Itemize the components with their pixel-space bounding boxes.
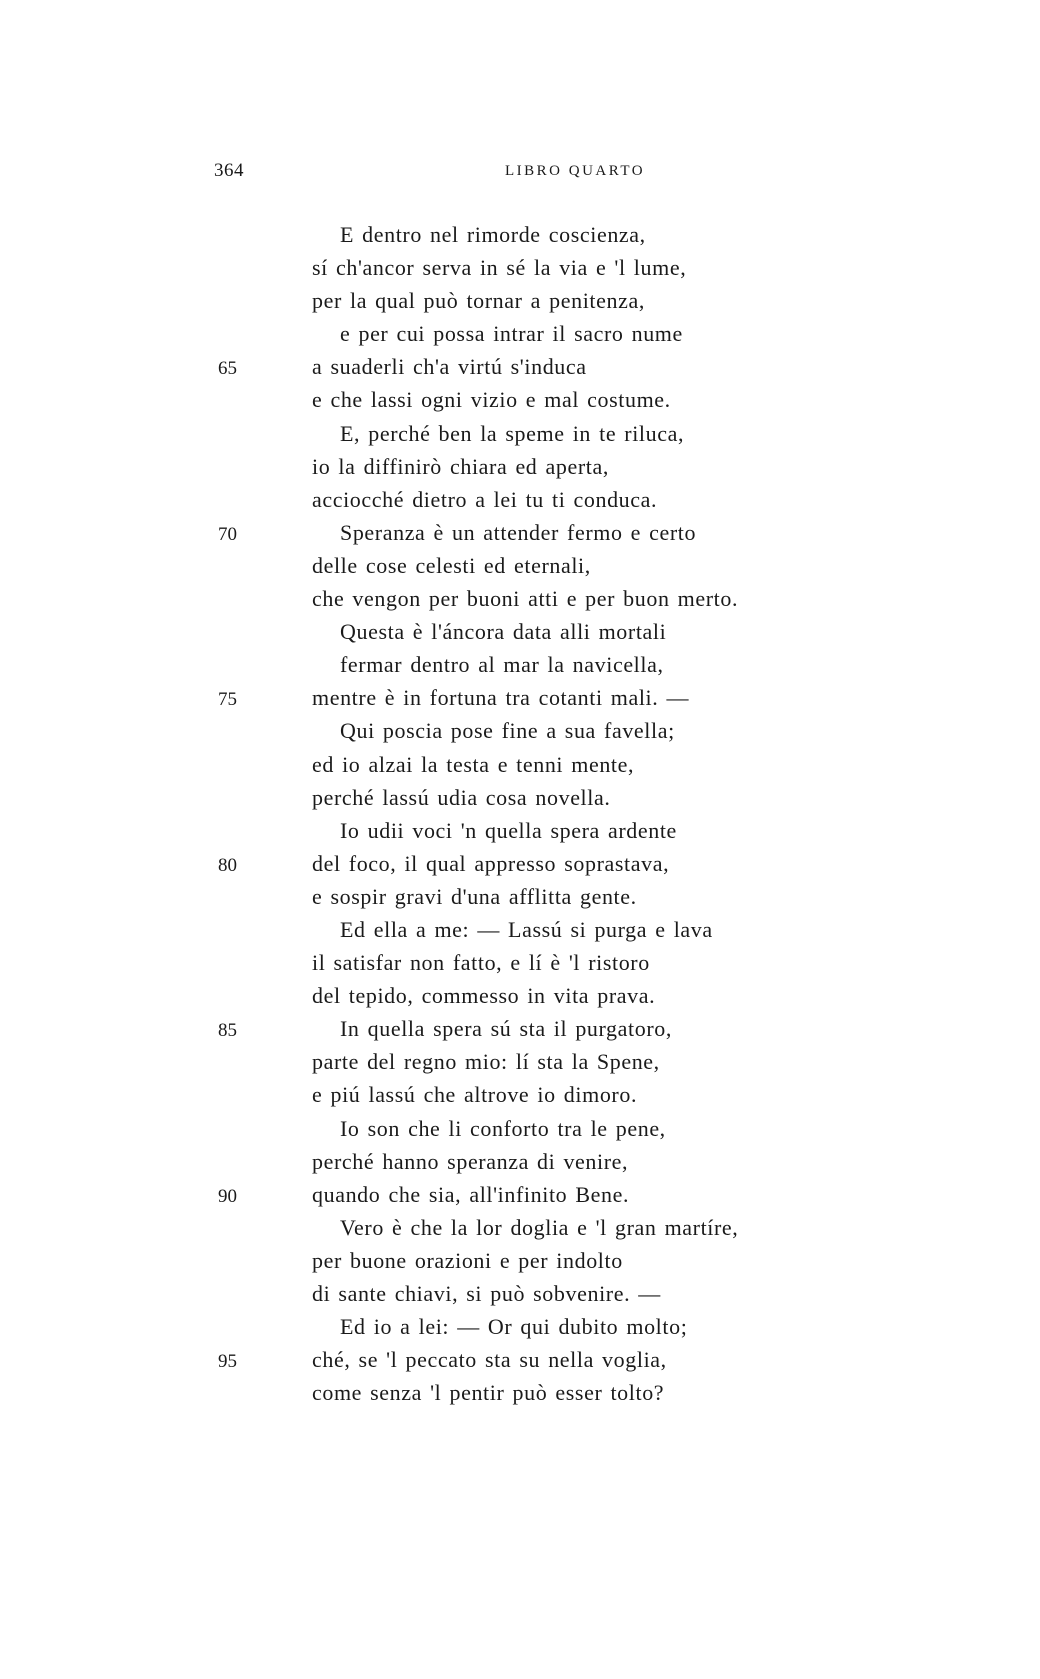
- verse-text: del foco, il qual appresso soprastava,: [312, 850, 670, 876]
- verse-text: mentre è in fortuna tra cotanti mali. —: [312, 685, 690, 711]
- verse-line: [0, 549, 1040, 582]
- verse-line: [0, 1178, 1040, 1211]
- verse-text: per buone orazioni e per indolto: [312, 1247, 623, 1273]
- verse-line: [0, 1045, 1040, 1078]
- verse-text: del tepido, commesso in vita prava.: [312, 983, 656, 1009]
- verse-text: che vengon per buoni atti e per buon merto.: [312, 586, 739, 612]
- verse-line: [0, 1112, 1040, 1145]
- verse-line: [0, 814, 1040, 847]
- verse-text: come senza 'l pentir può esser tolto?: [312, 1380, 665, 1406]
- verse-text: Io udii voci 'n quella spera ardente: [340, 817, 677, 843]
- verse-line: [0, 847, 1040, 880]
- line-number: 65: [218, 358, 237, 380]
- verse-text: Vero è che la lor doglia e 'l gran martíre,: [340, 1214, 739, 1240]
- verse-text: Speranza è un attender fermo e certo: [340, 519, 697, 545]
- verse-text: parte del regno mio: lí sta la Spene,: [312, 1049, 660, 1075]
- verse-text: Io son che li conforto tra le pene,: [340, 1115, 666, 1141]
- verse-text: ed io alzai la testa e tenni mente,: [312, 751, 635, 777]
- verse-text: di sante chiavi, si può sobvenire. —: [312, 1281, 661, 1306]
- verse-line: [0, 383, 1040, 416]
- verse-line: [0, 516, 1040, 549]
- verse-text: E, perché ben la speme in te riluca,: [340, 420, 685, 446]
- verse-text: e piú lassú che altrove io dimoro.: [312, 1082, 638, 1108]
- verse-text: e per cui possa intrar il sacro nume: [340, 321, 683, 347]
- line-number: 85: [218, 1020, 237, 1042]
- verse-text: Ed io a lei: — Or qui dubito molto;: [340, 1314, 688, 1340]
- page-header: [0, 160, 1040, 184]
- verse-line: [0, 880, 1040, 913]
- page-number: 364: [214, 160, 244, 181]
- verse-text: quando che sia, all'infinito Bene.: [312, 1181, 630, 1207]
- verse-line: [0, 615, 1040, 648]
- running-head: LIBRO QUARTO: [505, 163, 646, 179]
- verse-line: [0, 218, 1040, 251]
- verse-text: per la qual può tornar a penitenza,: [312, 288, 645, 314]
- verse-text: delle cose celesti ed eternali,: [312, 552, 591, 578]
- verse-line: [0, 648, 1040, 681]
- verse-line: [0, 913, 1040, 946]
- verse-text: Questa è l'áncora data alli mortali: [340, 619, 667, 645]
- verse-line: [0, 251, 1040, 284]
- line-number: 80: [218, 854, 237, 876]
- verse-line: [0, 284, 1040, 317]
- verse-text: In quella spera sú sta il purgatoro,: [340, 1016, 672, 1042]
- verse-line: [0, 1343, 1040, 1376]
- verse-line: [0, 1012, 1040, 1045]
- line-number: 95: [218, 1351, 237, 1373]
- line-number: 75: [218, 689, 237, 711]
- verse-text: a suaderli ch'a virtú s'induca: [312, 354, 587, 380]
- verse-text: io la diffinirò chiara ed aperta,: [312, 453, 609, 479]
- verse-line: [0, 582, 1040, 615]
- verse-line: [0, 483, 1040, 516]
- verse-line: [0, 1078, 1040, 1111]
- verse-line: [0, 979, 1040, 1012]
- verse-line: [0, 450, 1040, 483]
- verse-text: perché hanno speranza di venire,: [312, 1148, 629, 1174]
- line-number: 90: [218, 1185, 237, 1207]
- verse-text: acciocché dietro a lei tu ti conduca.: [312, 486, 658, 512]
- verse-line: [0, 946, 1040, 979]
- verse-text: il satisfar non fatto, e lí è 'l ristoro: [312, 950, 650, 976]
- verse-text: e sospir gravi d'una afflitta gente.: [312, 883, 637, 909]
- verse-text: ché, se 'l peccato sta su nella voglia,: [312, 1347, 667, 1373]
- verse-text: fermar dentro al mar la navicella,: [340, 652, 664, 678]
- verse-line: [0, 1244, 1040, 1277]
- poem-body: [0, 218, 1040, 1409]
- verse-line: [0, 1376, 1040, 1409]
- verse-line: [0, 1310, 1040, 1343]
- verse-line: [0, 1277, 1040, 1310]
- verse-text: e che lassi ogni vizio e mal costume.: [312, 387, 671, 413]
- verse-line: [0, 317, 1040, 350]
- verse-text: Qui poscia pose fine a sua favella;: [340, 718, 675, 744]
- verse-text: perché lassú udia cosa novella.: [312, 784, 611, 810]
- verse-text: E dentro nel rimorde coscienza,: [340, 222, 646, 247]
- verse-text: sí ch'ancor serva in sé la via e 'l lume,: [312, 255, 687, 281]
- verse-line: [0, 748, 1040, 781]
- verse-line: [0, 781, 1040, 814]
- verse-text: Ed ella a me: — Lassú si purga e lava: [340, 916, 713, 942]
- verse-line: [0, 417, 1040, 450]
- verse-line: [0, 681, 1040, 714]
- verse-line: [0, 350, 1040, 383]
- verse-line: [0, 1145, 1040, 1178]
- verse-line: [0, 714, 1040, 747]
- line-number: 70: [218, 523, 237, 545]
- verse-line: [0, 1211, 1040, 1244]
